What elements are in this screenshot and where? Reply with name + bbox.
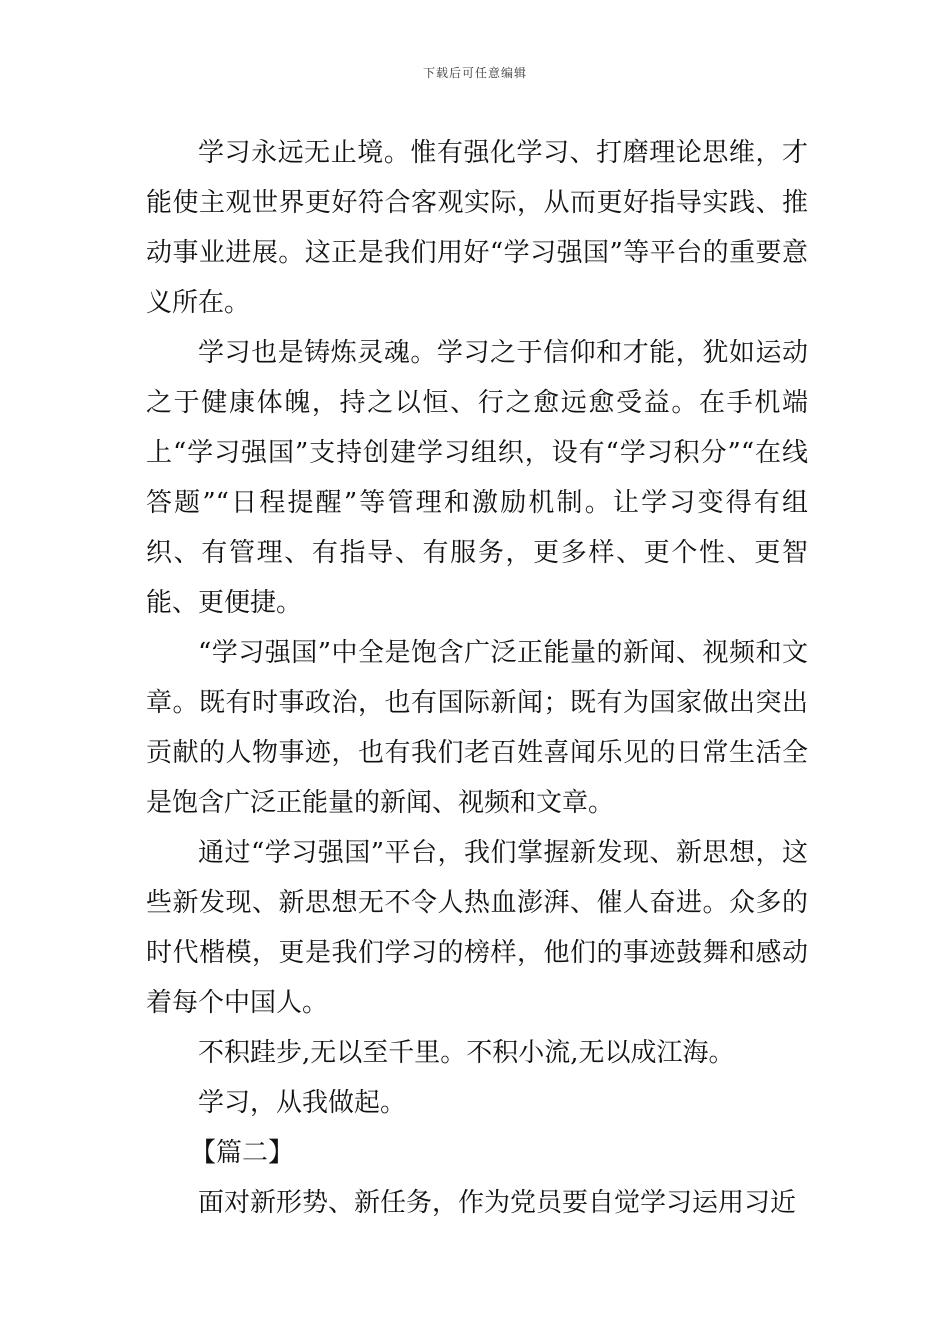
section-heading: 【篇二】 [190,1138,295,1168]
paragraph-6: 学习，从我做起。 [198,1088,407,1118]
paragraph-1: 学习永远无止境。惟有强化学习、打磨理论思维，才能使主观世界更好符合客观实际，从而更好指导实践、推动事业进展。这正是我们用好“学习强国”等平台的重要意义所在。 [146,138,808,318]
document-body [146,128,808,1228]
paragraph-7: 面对新形势、新任务，作为党员要自觉学习运用习近 [198,1188,797,1218]
paragraph-2: 学习也是铸炼灵魂。学习之于信仰和才能，犹如运动之于健康体魄，持之以恒、行之愈远愈受益。在手机端上“学习强国”支持创建学习组织，设有“学习积分”“在线答题”“日程提醒”等管理和激励机制。让学习变得有组织、有管理、有指导、有服务，更多样、更个性、更智能、更便捷。 [146,338,808,618]
paragraph-3: “学习强国”中全是饱含广泛正能量的新闻、视频和文章。既有时事政治，也有国际新闻；既有为国家做出突出贡献的人物事迹，也有我们老百姓喜闻乐见的日常生活全是饱含广泛正能量的新闻、视频和文章。 [146,638,808,818]
paragraph-5: 不积跬步,无以至千里。不积小流,无以成江海。 [198,1038,735,1068]
page-header: 下载后可任意编辑 [422,66,527,80]
paragraph-4: 通过“学习强国”平台，我们掌握新发现、新思想，这些新发现、新思想无不令人热血澎湃、催人奋进。众多的时代楷模，更是我们学习的榜样，他们的事迹鼓舞和感动着每个中国人。 [146,838,808,1018]
